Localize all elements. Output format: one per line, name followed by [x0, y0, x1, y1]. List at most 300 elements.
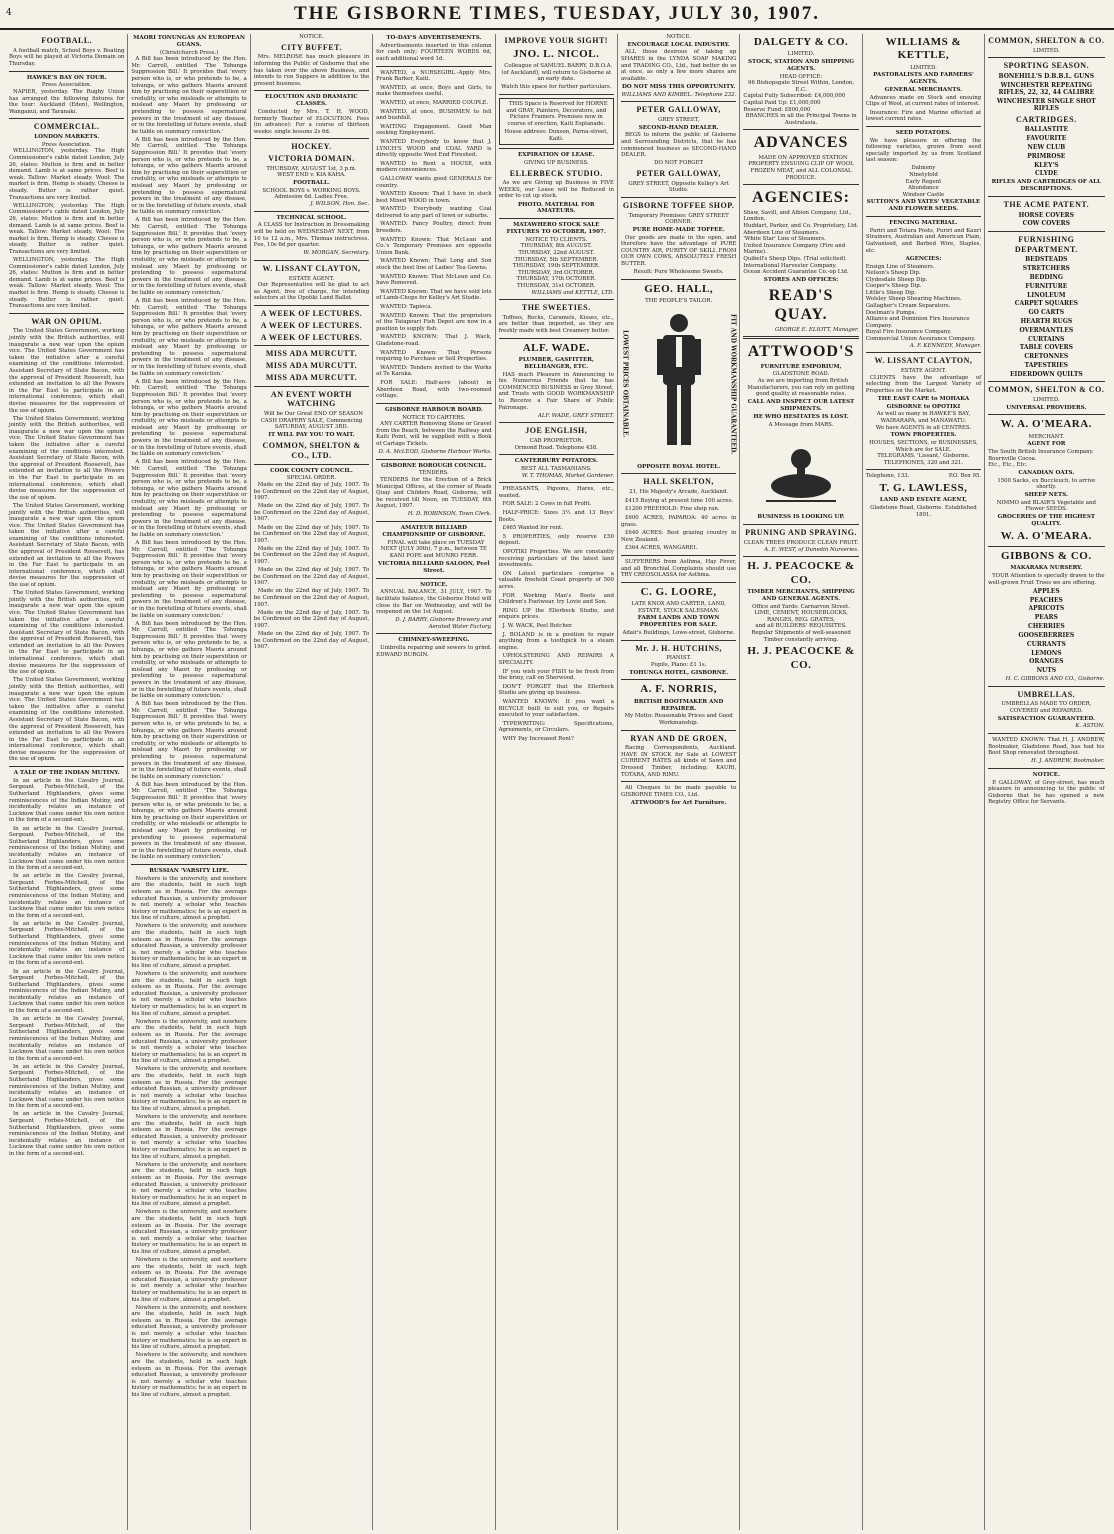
norris-role: BRITISH BOOTMAKER AND REPAIRER.	[633, 698, 724, 712]
russian-body-more: Nowhere is the university, and nowhere are the students, held in such high esteem as in Russia. For the average educated Russian, a university professor is not merely a scholar who teaches history or mathematics; he is an expert in his line of culture, almost a prophet.	[131, 1161, 247, 1208]
opium-body-more: The United States Government, working jointly with the British authorities, will inaugurate a new war upon the opium vice. The United States Government has taken the initiative after a careful examining of the conditions interested. Assistant Secretary of State Bacon, with the approval of President Roosevelt, has extended an invitation to all the Powers in the Far East to participate in an international conference, which shall devise measures for the suppression of the use of opium.	[9, 590, 125, 676]
divider	[988, 381, 1104, 382]
watching-body: Will be Our Great END OF SEASON CASH DRAPERY SALE, Commencing SATURDAY, AUGUST 3RD.	[260, 411, 363, 431]
mutiny-body-more: In an article in the Cavalry Journal, Sergeant Forbes-Mitchell, of the Sutherland Highlanders, gives some reminiscences of the Indian Mutiny, and incidentally relates an instance of Lucknow that came under his own notice in the form of a second-ent.	[9, 920, 125, 967]
gibbons-item: ORANGES	[1029, 658, 1064, 666]
galloway-name-2: PETER GALLOWAY,	[636, 168, 721, 178]
divider	[866, 216, 981, 217]
fencing-body: Pariri and Totara Posts, Puriri and Kauri Strainers, Australian and American Plain, Galvanised, and Barbed Wire, Staples, etc.	[865, 227, 982, 254]
skelton-name: HALL SKELTON,	[643, 477, 714, 487]
maori-body-more: A Bill has been introduced by the Hon. Mr. Carroll, entitled 'The Tohunga Suppression Bill.' It provides that 'every person who is, or who pretends to be, a tohunga, or who gathers Maoris around him by practising on their superstition or credulity, or who misleads or attempts to mislead any Maori by professing or pretending to possess supernatural powers in the treatment of any disease, or in the foretelling of future events, shall be liable on summary conviction.'	[131, 298, 247, 377]
divider	[621, 582, 736, 583]
skelton-address: 21, His Majesty's Arcade, Auckland.	[629, 489, 729, 496]
umbrellas-body: UMBRELLAS MADE TO ORDER, COVERED and REPAIRED.	[1001, 701, 1092, 714]
maori-body-more: A Bill has been introduced by the Hon. Mr. Carroll, entitled 'The Tohunga Suppression Bill.' It provides that 'every person who is, or who pretends to be, a tohunga, or who gathers Maoris around him by practising on their superstition or credulity, or who misleads or attempts to mislead any Maori by professing or pretending to possess supernatural powers in the treatment of any disease, or in the foretelling of future events, shall be liable on summary conviction.'	[131, 459, 247, 538]
divider	[988, 414, 1104, 415]
peacock-role: TIMBER MERCHANTS, SHIPPING AND GENERAL AGENTS.	[747, 588, 855, 602]
divider	[621, 781, 736, 782]
sweep-body: Umbrella repairing and sewers to grind. EDWARD BURGIN.	[376, 645, 492, 658]
commercial-body-more: WELLINGTON, yesterday. The High Commissioner's cable dated London, July 26, states: Mutton is firm and in better demand. Lamb is at same prices. Beef is weak. Tallow: Market steady. Wool: The market is firm. Hemp is steady. Cheese is steady. Butter is rather quiet. Transactions are very limited.	[9, 202, 125, 255]
divider	[254, 260, 369, 261]
lecture-heading: A WEEK OF LECTURES.	[260, 320, 363, 330]
harbour-body: ANY CARTER Removing Stone or Gravel from the Beach, between the Railway and Kaiti Point, will be supplied with a Book of Cartage Tickets.	[376, 421, 492, 447]
dalgety-branches: BRANCHES in all the Principal Towns in Australasia.	[745, 113, 857, 126]
commercial-heading: COMMERCIAL.	[33, 122, 100, 132]
clayton-role-2: ESTATE AGENT.	[900, 367, 946, 374]
classified-ad: 5 PROPERTIES, only reserve £50 deposit.	[498, 533, 614, 547]
peacock-body: Office and Yards: Carnarvon Street.	[752, 603, 850, 610]
advances-heading: ADVANCES	[753, 134, 849, 152]
hall-role: THE PEOPLE'S TAILOR.	[645, 298, 713, 305]
column-8	[863, 34, 985, 1530]
stocksale-sub: NOTICE TO CLIENTS.	[525, 236, 588, 243]
clayton-cape: THE EAST CAPE to MOHAKA	[877, 395, 970, 402]
gibbons-item: CHERRIES	[1027, 623, 1065, 631]
gibbons-sign: H. C. GIBBONS AND CO., Gisborne.	[1005, 675, 1105, 682]
agencies-heading-2: AGENCIES:	[905, 255, 942, 262]
divider	[376, 633, 491, 634]
commercial-body: WELLINGTON, yesterday. The High Commissioner's cable dated London, July 26, states: Mutton is firm and in better demand. Lamb is at same prices. Beef is weak. Tallow: Market steady. Wool: The market is firm. Hemp is steady. Cheese is steady. Butter is rather quiet. Transactions are very limited.	[9, 148, 125, 201]
divider	[376, 459, 491, 460]
lawless-name: T. G. LAWLESS,	[879, 482, 968, 495]
gibbons-item: APRICOTS	[1028, 605, 1065, 613]
galloway-address: GREY STREET,	[657, 117, 700, 124]
clayton-role: ESTATE AGENT.	[288, 275, 335, 282]
agencies-heading: AGENCIES:	[752, 189, 850, 207]
divider	[254, 345, 369, 346]
stocksale-date: THURSDAY, 19th SEPTEMBER.	[512, 263, 600, 270]
divider	[499, 454, 614, 455]
agency-item: United Insurance Company (Fire and Marine).	[743, 242, 846, 256]
russian-body-more: Nowhere is the university, and nowhere are the students, held in such high esteem as in Russia. For the average educated Russian, a university professor is not merely a scholar who teaches history or mathematics; he is an expert in his line of culture, almost a prophet.	[131, 1257, 247, 1303]
divider	[499, 148, 614, 149]
council-sub: SPECIAL ORDER.	[286, 475, 337, 482]
maori-heading: MAORI TONUNGAS AN EUROPEAN GUANS.	[133, 35, 246, 48]
lease-footer: PHOTO. MATERIAL FOR AMATEURS.	[517, 201, 595, 215]
furnishing-item: CARPET SQUARES	[1014, 300, 1078, 308]
classified-ad: TYPEWRITING: Specifications, Agreements, or Circulars.	[498, 720, 614, 734]
times-body: All Cheques to be made payable to GISBORNE TIMES CO., Ltd.	[620, 785, 737, 798]
russian-body-more: Nowhere is the university, and nowhere are the students, held in such high esteem as in Russia. For the average educated Russian, a university professor is not merely a scholar who teaches history or mathematics; he is an expert in his line of culture, almost a prophet.	[131, 1304, 247, 1351]
divider	[866, 352, 981, 353]
sweep-heading: CHIMNEY-SWEEPING.	[398, 637, 470, 644]
stocksale-date: THURSDAY, 17th OCTOBER.	[516, 276, 596, 283]
skelton-ad: £640 ACRES: Best grazing country in New Zealand.	[620, 530, 737, 543]
potatoes-body: BEST ALL TASMANIANS.	[520, 466, 592, 473]
skelton-ad: £600 ACRES, PAPAROA: 40 acres in grass.	[620, 515, 737, 528]
divider	[499, 422, 614, 423]
harbour-sub: NOTICE TO CARTERS.	[402, 414, 466, 421]
divider	[499, 482, 614, 483]
notice-heading-2: NOTICE.	[1032, 771, 1061, 778]
sporting-heading: SPORTING SEASON.	[1003, 61, 1090, 71]
sporting-item: WINCHESTER REPEATING RIFLES, 22, 32, 44 CALIBRE	[998, 81, 1095, 97]
gibbons-list	[988, 588, 1104, 675]
acme-list	[988, 212, 1104, 228]
furnishing-item: LINOLEUM	[1027, 291, 1066, 299]
classified-ad: IF you wish your FISH to be fresh from the briny, call on Sherwood.	[498, 668, 614, 682]
lawless-address: Gladstone Road, Gisborne. Established 1891.	[870, 505, 977, 518]
wanted-ad: WANTED to Rent a HOUSE, with modern conveniences.	[376, 160, 492, 174]
furnishing-item: GO CARTS	[1028, 309, 1065, 317]
divider	[254, 386, 369, 387]
wanted-ad: WANTED KNOWN: That J. Wack, Gladstone-road.	[376, 334, 492, 347]
wanted-ad: WANTED: Tenders invited to the Works at Te Karaka.	[376, 364, 492, 378]
industry-sign: WILLIAMS AND KIMBEL. Telephone 232.	[621, 91, 737, 98]
dalgety-paid: Capital Paid Up: £1,000,000	[743, 100, 821, 106]
seed-body: We have pleasure in offering the following varieties, grown from seed specially imported by us from Scotland last season:	[865, 137, 982, 164]
furnishing-item: STRETCHERS	[1022, 265, 1070, 273]
classified-ad: J. BOLAND is in a position to repair anything from a toothpick to a steam engine.	[498, 631, 614, 651]
sporting-item: BONEHILL'S D.B.B.L. GUNS	[998, 73, 1095, 81]
omeara-item: Bournville Cocoa.	[988, 455, 1037, 462]
reserved-footer: House address: Dunson, Parna-street, Kaiti.	[504, 128, 609, 142]
mutiny-body-more: In an article in the Cavalry Journal, Sergeant Forbes-Mitchell, of the Sutherland Highlanders, gives some reminiscences of the Indian Mutiny, and incidentally relates an instance of Lucknow that came under his own notice in the form of a second-ent.	[9, 1111, 125, 1158]
wk-role: LIMITED.	[910, 64, 937, 71]
potatoes-sign: W. T. THOMAS, Market Gardener.	[521, 472, 614, 479]
divider	[9, 313, 124, 314]
murcutt-heading: MISS ADA MURCUTT.	[265, 361, 358, 370]
universal-sub: UNIVERSAL PROVIDERS.	[1006, 404, 1087, 411]
divider	[621, 473, 736, 474]
mutiny-body-more: In an article in the Cavalry Journal, Sergeant Forbes-Mitchell, of the Sutherland Highlanders, gives some reminiscences of the Indian Mutiny, and incidentally relates an instance of Lucknow that came under his own notice in the form of a second-ent.	[9, 968, 125, 1015]
stocksale-footer: WILLIAMS and KETTLE, LTD.	[531, 289, 614, 296]
wanted-ad: WANTED Known: That we have sold lots of Lamb-Chops for Kelley's Art Studio.	[376, 288, 492, 302]
hockey-football: FOOTBALL.	[293, 180, 330, 186]
council-body-more: Made on the 22nd day of July, 1907. To be Confirmed on the 22nd day of August, 1907.	[253, 588, 370, 608]
agency-item: Quibell's Sheep Dips. (Trial solicited).	[743, 255, 847, 262]
clayton-name-2: W. LISSANT CLAYTON,	[874, 356, 973, 366]
furnishing-item: CURTAINS	[1028, 335, 1065, 343]
industry-heading: ENCOURAGE LOCAL INDUSTRY.	[627, 41, 730, 48]
masthead	[0, 0, 1114, 30]
mutiny-body-more: In an article in the Cavalry Journal, Sergeant Forbes-Mitchell, of the Sutherland Highlanders, gives some reminiscences of the Indian Mutiny, and incidentally relates an instance of Lucknow that came under his own notice in the form of a second-ent.	[9, 1063, 125, 1110]
russian-body-more: Nowhere is the university, and nowhere are the students, held in such high esteem as in Russia. For the average educated Russian, a university professor is not merely a scholar who teaches history or mathematics; he is an expert in his line of culture, almost a prophet.	[131, 1114, 247, 1160]
divider	[376, 403, 491, 404]
industry-body: ALL those desirous of taking up SHARES in the LYNDA SOAP MAKING and TRADING CO., Ltd., had better do so at once, as only a few more shares are available.	[620, 49, 737, 82]
omeara-name-2: W. A. O'MEARA.	[1000, 529, 1092, 542]
agency-item: Ocean Accident Guarantee Co.-op Ltd.	[743, 269, 849, 276]
hall-name: GEO. HALL,	[644, 282, 714, 295]
galloway-notice: DO NOT FORGET	[654, 160, 704, 167]
council-body-more: Made on the 22nd day of July, 1907. To be Confirmed on the 22nd day of August, 1907.	[253, 630, 370, 651]
hockey-teams: WEST END v. KIA KAHA.	[277, 172, 346, 179]
buffet-heading: CITY BUFFET.	[281, 42, 342, 52]
clayton-name: W. LISSANT CLAYTON,	[262, 263, 361, 273]
classified-ad: WANTED KNOWN: If you want a BICYCLE built to suit you, or Repairs executed to your satisfaction.	[498, 698, 614, 719]
furnishing-list	[988, 256, 1104, 378]
lecture-heading: A WEEK OF LECTURES.	[260, 332, 363, 342]
known-body: WANTED KNOWN: That H. J. ANDREW, Bootmaker, Gladstone Road, has had his Boot Shop renovated throughout.	[988, 736, 1105, 757]
tohunga-name: TOHUNGA HOTEL, GISBORNE.	[629, 669, 729, 676]
divider	[131, 864, 246, 865]
galloway-body: BEGS to inform the public of Gisborne and Surrounding Districts, that he has commenced business as SECOND-HAND DEALER.	[620, 132, 737, 159]
agency-item: Cooper's Sheep Dip.	[865, 283, 922, 290]
cartridges-footer: RIFLES AND CARTRIDGES OF ALL DESCRIPTIONS.	[991, 179, 1101, 193]
wanted-ad: GALLOWAY wants good GENERALS for country.	[376, 175, 492, 189]
wade-role: PLUMBER, GASFITTER, BELLHANGER, ETC.	[518, 357, 594, 370]
agency-item: Aberdeen Line of Steamers.	[743, 229, 820, 236]
divider	[621, 640, 736, 641]
maori-body-more: A Bill has been introduced by the Hon. Mr. Carroll, entitled 'The Tohunga Suppression Bill.' It provides that 'every person who is, or who pretends to be, a tohunga, or who gathers Maoris around him by practising on their superstition or credulity, or who misleads or attempts to mislead any Maori by professing or pretending to possess supernatural powers in the treatment of any disease, or in the foretelling of future events, shall be liable on summary conviction.'	[131, 539, 247, 619]
russian-body-more: Nowhere is the university, and nowhere are the students, held in such high esteem as in Russia. For the average educated Russian, a university professor is not merely a scholar who teaches history or mathematics; he is an expert in his line of culture, almost a prophet.	[131, 1209, 247, 1255]
wanted-ad: WANTED Known: That the proprietors of the Tatapouri Fish Depot are now in a position to supply fish.	[376, 312, 492, 332]
borough-sign: H. D. ROBINSON, Town Clerk.	[407, 511, 492, 518]
mutiny-body-more: In an article in the Cavalry Journal, Sergeant Forbes-Mitchell, of the Sutherland Highlanders, gives some reminiscences of the Indian Mutiny, and incidentally relates an instance of Lucknow that came under his own notice in the form of a second-ent.	[9, 1016, 125, 1062]
classified-ad: WHY Pay Increased Rent?	[502, 735, 574, 742]
agency-item: 'White Star' Line of Steamers.	[743, 236, 826, 243]
agency-item: Little's Sheep Dip.	[865, 289, 917, 296]
columns	[6, 34, 1108, 1530]
clayton-hawkes: As well as many in HAWKE'S BAY, WAIRARAPA, and MANAWATU.	[876, 411, 971, 425]
tailor-side-left: LOWEST PRICES OBTAINABLE.	[621, 329, 629, 438]
cartridge-item: FAVOURITE	[1026, 135, 1067, 143]
dalgety-capital: Capital Fully Subscribed: £4,000,000	[743, 93, 846, 100]
hawkes-body: NAPIER, yesterday. The Rugby Union has arranged the following fixtures for the tour: Auckland (Eden), Wellington, Wanganui, and Taranaki.	[9, 88, 125, 115]
dalgety-address: 96 Bishopsgate Street Within, London, E.C.	[748, 80, 855, 93]
opium-body-more: The United States Government, working jointly with the British authorities, will inaugurate a new war upon the opium vice. The United States Government has taken the initiative after a careful examining of the conditions interested. Assistant Secretary of State Bacon, with the approval of President Roosevelt, has extended an invitation to all the Powers in the Far East to participate in an international conference, which shall devise measures for the suppression of the use of opium.	[9, 502, 125, 589]
csc-role: LIMITED.	[1032, 47, 1060, 54]
wanted-ad: WANTED, a NURSEGIRL.-Apply Mrs. Frank Barker, Kaiti.	[376, 69, 492, 83]
watching-heading: AN EVENT WORTH WATCHING	[270, 389, 353, 409]
technical-sign: W. MORGAN, Secretary.	[303, 250, 370, 257]
technical-heading: TECHNICAL SCHOOL.	[276, 214, 347, 221]
attwood-address: GLADSTONE ROAD.	[772, 371, 830, 378]
column-9	[985, 34, 1107, 1530]
agency-item: Doelman's Pumps.	[865, 309, 917, 316]
loore-address: Adair's Buildings, Lowe-street, Gisborne.	[622, 629, 735, 636]
wanted-ad: WANTED, at once, Boys and Girls, to make themselves useful.	[376, 84, 492, 98]
classified-ad: DON'T FORGET that the Ellerbeck Studio are giving up business.	[498, 683, 614, 697]
divider	[376, 66, 491, 67]
reserved-space-box	[499, 98, 614, 145]
divider	[254, 138, 369, 139]
agency-item: Wolsley Sheep Shearing Machines.	[865, 296, 962, 303]
divider	[254, 464, 369, 465]
cartridges-heading: CARTRIDGES.	[1016, 114, 1077, 124]
maori-body-more: A Bill has been introduced by the Hon. Mr. Carroll, entitled 'The Tohunga Suppression Bill.' It provides that 'every person who is, or who pretends to be, a tohunga, or who gathers Maoris around him by practising on their superstition or credulity, or who misleads or attempts to mislead any Maori by professing or pretending to possess supernatural powers in the treatment of any disease, or in the foretelling of future events, shall be liable on summary conviction.'	[131, 378, 247, 458]
page-number: 4	[6, 8, 12, 18]
reads-quay-sub: STORES AND OFFICES:	[763, 276, 839, 283]
english-name: JOE ENGLISH,	[525, 426, 588, 436]
toffee-sub: PURE HOME-MADE TOFFEE.	[632, 226, 725, 233]
stocksale-date: THURSDAY, 5th SEPTEMBER.	[514, 256, 599, 263]
skelton-ad: £415 Buying at present time 100 acres.	[624, 497, 734, 504]
hockey-match: SCHOOL BOYS v. WORKING BOYS.	[262, 187, 361, 194]
council-body-more: Made on the 22nd day of July, 1907. To be Confirmed on the 22nd day of August, 1907.	[253, 524, 370, 544]
nicol-body: Colleague of SAMUEL BARRY, D.B.O.A. (of Auckland), will return to Gisborne at an early date.	[501, 63, 613, 83]
maori-body-more: A Bill has been introduced by the Hon. Mr. Carroll, entitled 'The Tohunga Suppression Bill.' It provides that 'every person who is, or who pretends to be, a tohunga, or who gathers Maoris around him by practising on their superstition or credulity, or who misleads or attempts to mislead any Maori by professing or pretending to possess supernatural powers in the treatment of any disease, or in the foretelling of future events, shall be liable on summary conviction.'	[131, 781, 247, 861]
nicol-footer: Watch this space for further particulars.	[501, 84, 612, 91]
gibbons-item: PEARS	[1034, 614, 1058, 622]
stocksale-date: THURSDAY, 22nd AUGUST.	[518, 249, 595, 256]
cartridge-item: KLEY'S	[1034, 161, 1059, 169]
seed-item: Dalmeny	[911, 165, 936, 172]
peacock-item: and all BUILDERS' REQUISITES.	[755, 623, 847, 630]
norris-name: A. F. NORRIS,	[640, 683, 717, 696]
gibbons-item: CURRANTS	[1026, 640, 1066, 648]
umbrellas-sub: SATISFACTION GUARANTEED.	[997, 715, 1095, 722]
omeara-name: W. A. O'MEARA.	[1000, 418, 1092, 431]
column-3	[251, 34, 373, 1530]
wanted-ad: WANTED: Tapioca.	[380, 304, 433, 310]
skelton-ad: £364 ACRES, WANGAREI.	[624, 545, 698, 552]
gibbons-role: MAKARAKA NURSERY.	[1010, 565, 1083, 572]
wanted-ad: WANTED Known: That McLean and Co.'s Temporary Premises are opposite Union Bank.	[376, 236, 492, 256]
tailor-figure-illustration	[649, 309, 709, 459]
wanted-ad: WAITING Engagement. Good Man seeking Employment.	[376, 123, 492, 137]
agency-item: Royal Fire Insurance Company.	[865, 329, 952, 336]
acme-item: HORSE COVERS	[1018, 211, 1074, 219]
for-sale-ad: FOR SALE: Half-acre (about) in Aberdeen Road, with two-roomed cottage.	[376, 379, 492, 400]
peacock-item: LIME, CEMENT, HOUSEBLOCKS, RANGES, REG. GRATES,	[754, 610, 848, 623]
clayton-body: Our Representative will be glad to act as Agent, free of charge, for intending selectors at the Opotiki Land Ballot.	[253, 282, 370, 302]
column-2	[128, 34, 250, 1530]
football-body: A football match, School Boys v. Boating Boys will be played at Victoria Domain on Thursday.	[9, 47, 125, 67]
notice-heading: NOTICE.	[420, 581, 448, 588]
wanted-ad: WANTED, at once, MARRIED COUPLE.	[380, 99, 489, 106]
gibbons-item: NUTS	[1036, 667, 1057, 675]
seed-item: Windsor Castle	[902, 191, 945, 198]
agency-item: Gallagher's Cream Separators.	[865, 303, 951, 310]
classified-ad: FOR Working Man's Boots and Children's Footwear, try Lovie and Son.	[498, 592, 614, 606]
wade-name: ALF. WADE.	[522, 341, 590, 354]
sporting-item: WINCHESTER SINGLE SHOT RIFLES	[996, 98, 1096, 113]
industry-tag: DO NOT MISS THIS OPPORTUNITY.	[621, 83, 736, 90]
divider	[988, 686, 1104, 687]
loore-sub: FARM LANDS AND TOWN PROPERTIES FOR SALE.	[637, 615, 720, 629]
football-heading: FOOTBALL.	[41, 36, 93, 45]
omeara-item: The South British Insurance Company.	[988, 449, 1094, 456]
universal-role: LIMITED.	[1032, 396, 1060, 403]
seed-item: Early Regent	[905, 178, 942, 185]
tailor-panel	[621, 305, 736, 463]
pruning-heading: PRUNING AND SPRAYING.	[745, 528, 857, 538]
gibbons-item: LEMONS	[1031, 649, 1062, 657]
skelton-ad: £1200 FREEHOLD: Fine shop ran.	[624, 506, 720, 513]
dalgety-sub: STOCK, STATION AND SHIPPING AGENTS.	[748, 59, 855, 72]
attwood-heading: ATTWOOD'S	[747, 343, 855, 361]
murcutt-heading: MISS ADA MURCUTT.	[265, 372, 358, 382]
stocksale-date: THURSDAY, 31st OCTOBER.	[516, 282, 596, 289]
billiard-body: FINAL will take place on TUESDAY NEXT (JULY 30th), 7 p.m., between TE KANI POPE and MUNRO FERR.	[380, 539, 487, 559]
mutiny-body-more: In an article in the Cavalry Journal, Sergeant Forbes-Mitchell, of the Sutherland Highlanders, gives some reminiscences of the Indian Mutiny, and incidentally relates an instance of Lucknow that came under his own notice in the form of a second-ent.	[9, 825, 125, 872]
wanted-ad: WANTED Known: That Persons requiring to Purchase or Sell Properties.	[376, 349, 492, 363]
harbour-sign: D. A. McLEOD, Gisborne Harbour Works.	[378, 449, 492, 455]
attwood-tag: HE WHO HESITATES IS LOST.	[753, 413, 849, 420]
dalgety-role: LIMITED.	[787, 51, 815, 58]
sufferers-body: SUFFERERS from Asthma, Hay Fever, and all Bronchial Complaints should use TRY CREOSOLASSA for Asthma.	[620, 558, 737, 579]
toffee-body: Our goods are made in the open, and therefore have the advantage of PURE COUNTRY AIR, PURITY OF SKILL FROM OUR OWN COWS, ABSOLUTELY FRESH BUTTER.	[620, 234, 737, 267]
maori-source: (Christchurch Press.)	[159, 49, 219, 56]
furnishing-heading: FURNISHING DEPARTMENT.	[1014, 234, 1078, 254]
omeara-role: MERCHANT.	[1028, 433, 1065, 440]
divider	[866, 469, 981, 470]
english-role: CAB PROPRIETOR.	[529, 438, 583, 445]
wk-sub-2: GENERAL MERCHANTS.	[884, 87, 963, 94]
wk-body: Advances made on Stock and ensuing Clips of Wool, at current rates of interest.	[865, 94, 982, 108]
opium-heading: WAR ON OPIUM.	[31, 316, 103, 326]
council-body-more: Made on the 22nd day of July, 1907. To be Confirmed on the 22nd day of August, 1907.	[253, 545, 370, 566]
divider	[743, 336, 858, 339]
lease-heading: EXPIRATION OF LEASE.	[518, 152, 595, 159]
peacock-name-2: H. J. PEACOCKE & CO.	[747, 645, 855, 671]
divider	[621, 197, 736, 198]
divider	[9, 71, 124, 72]
russian-body: Nowhere is the university, and nowhere are the students, held in such high esteem as in Russia. For the average educated Russian, a university professor is not merely a scholar who teaches history or mathematics; he is an expert in his line of culture, almost a prophet.	[131, 875, 247, 922]
column-5	[496, 34, 618, 1530]
council-body: Made on the 22nd day of July, 1907. To be Confirmed on the 22nd day of August, 1907.	[253, 482, 370, 502]
column-6	[618, 34, 740, 1530]
murcutt-heading: MISS ADA MURCUTT.	[265, 349, 358, 359]
column-7	[740, 34, 862, 1530]
classified-ad: ON Latest particulars comprise a valuable freehold Coast property of 500 acres.	[498, 570, 614, 590]
divider	[621, 679, 736, 680]
stocksale-heading: MATAWHERO STOCK SALE FIXTURES TO OCTOBER, 1907.	[506, 222, 606, 235]
notice-body: ANNUAL BALANCE, 31 JULY, 1907. To facilitate balance, the Gisborne Hotel will close its Bar on Wednesday, and will be reopened on the 1st August.	[376, 589, 492, 616]
divider	[621, 101, 736, 102]
notice-sign: D. J. BARRY, Gisborne Brewery and Aerated Water Factory.	[395, 617, 492, 630]
clayton-opotiki: GISBORNE to OPOTIKI	[886, 403, 961, 410]
divider	[988, 196, 1104, 197]
clayton-body-2: CLIENTS have the advantage of selecting from the Largest Variety of Properties on the Market.	[865, 374, 982, 394]
attwood-mars: A Message from MARS.	[768, 421, 834, 428]
wanted-ad: WANTED Known: That McLean and Co. have Removed.	[376, 273, 492, 287]
mutiny-body-more: In an article in the Cavalry Journal, Sergeant Forbes-Mitchell, of the Sutherland Highlanders, gives some reminiscences of the Indian Mutiny, and incidentally relates an instance of Lucknow that came under his own notice in the form of a second-ent.	[9, 873, 125, 919]
peacock-name: H. J. PEACOCKE & CO.	[747, 560, 855, 586]
known-sign: H. J. ANDREW, Bootmaker.	[1031, 758, 1105, 765]
agency-item: Huddart, Parker, and Co. Proprietary, Ltd.	[743, 222, 859, 229]
sweeties-body: Toffees, Rocks, Caramels, Kisses, etc., are better than imported, as they are freshly made with best Creamery butter.	[498, 314, 614, 335]
furnishing-item: CRETONNES	[1024, 353, 1069, 361]
borough-sub: TENDERS.	[418, 470, 449, 477]
lawless-role: LAND AND ESTATE AGENT,	[879, 497, 967, 504]
divider	[9, 766, 124, 767]
divider	[743, 524, 858, 525]
pruning-sign: A. E. WEST, of Dunedin Nurseries.	[764, 546, 859, 553]
divider	[621, 555, 736, 556]
gibbons-body: YOUR Attention is specially drawn to the well-grown Fruit Trees we are offering.	[988, 573, 1105, 586]
loore-role: LATE KNOX AND CARTER, LAND, ESTATE, STOCK SALESMAN.	[631, 601, 726, 614]
hockey-admission: Admission 6d. Ladies Free.	[274, 194, 349, 201]
billiard-heading: AMATEUR BILLIARD CHAMPIONSHIP OF GISBORNE.	[382, 525, 486, 538]
nicol-name: JNO. L. NICOL.	[513, 47, 600, 60]
russian-heading: RUSSIAN 'VARSITY LIFE.	[149, 867, 229, 874]
galloway-name: PETER GALLOWAY,	[636, 105, 721, 115]
attwood-body: As we are importing from British Manufacturers, you can rely on getting good quality at reasonable rates.	[747, 378, 855, 398]
russian-body-more: Nowhere is the university, and nowhere are the students, held in such high esteem as in Russia. For the average educated Russian, a university professor is not merely a scholar who teaches history or mathematics; he is an expert in his line of culture, almost a prophet.	[131, 1066, 247, 1112]
notice-body-2: P. GALLOWAY, of Grey-street, has much pleasure in announcing to the public of Gisborne that he has opened a new Registry Office for Servants.	[988, 779, 1105, 806]
fencing-heading: FENCING MATERIAL.	[889, 220, 958, 226]
classified-ad: J. W. WACK, Peel Butcher.	[502, 622, 573, 629]
toffee-heading: GISBORNE TOFFEE SHOP.	[622, 200, 735, 210]
cartridges-list	[988, 126, 1104, 177]
clayton-item: HOUSES, SECTIONS, or BUSINESSES,	[869, 440, 978, 447]
agency-item: International Harvester Company.	[743, 262, 837, 269]
divider	[866, 126, 981, 127]
hutchins-role: PIANIST.	[666, 655, 691, 662]
sporting-list	[988, 73, 1104, 113]
opium-body: The United States Government, working jointly with the British authorities, will inaugurate a new war upon the opium vice. The United States Government has taken the initiative after a careful examining of the conditions interested. Assistant Secretary of State Bacon, with the approval of President Roosevelt, has extended an invitation to all the Powers in the Far East to participate in an international conference, which shall devise measures for the suppression of the use of opium.	[9, 328, 125, 414]
divider	[499, 94, 614, 95]
agency-item: Clydesdale Sheep Dip.	[865, 276, 928, 283]
council-body-more: Made on the 22nd day of July, 1907. To be Confirmed on the 22nd day of August, 1907.	[253, 567, 370, 587]
wk-sub: PASTORALISTS AND FARMERS' AGENTS.	[873, 72, 974, 86]
elocution-body: Conducted by Mrs. T. H. WOOD, formerly Teacher of ELOCUTION. Fees (in advance): For a course of thirteen weeks: single lessons 2s 6d.	[253, 108, 370, 135]
gibbons-name: GIBBONS & CO.	[1001, 549, 1092, 562]
peacock-item: Regular Shipments of well-seasoned Timber constantly arriving.	[751, 629, 851, 643]
divider	[254, 90, 369, 91]
